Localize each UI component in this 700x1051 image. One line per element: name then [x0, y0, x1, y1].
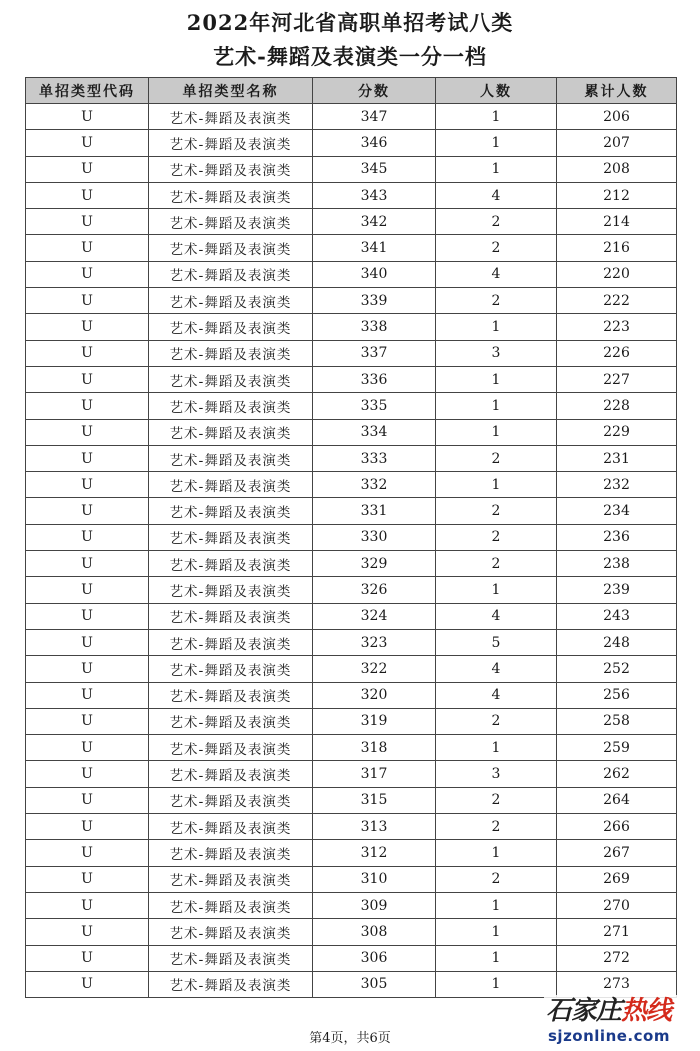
table-row — [26, 551, 677, 577]
cell-count: 1 — [436, 919, 557, 945]
cell-cumulative: 207 — [557, 130, 677, 156]
cell-count: 2 — [436, 498, 557, 524]
cell-score: 306 — [313, 945, 436, 971]
cell-cumulative: 270 — [557, 892, 677, 918]
cell-type-code: U — [26, 261, 149, 287]
cell-count: 2 — [436, 288, 557, 314]
cell-cumulative: 208 — [557, 156, 677, 182]
table-body — [26, 104, 677, 998]
table-row — [26, 156, 677, 182]
cell-score: 317 — [313, 761, 436, 787]
cell-cumulative: 229 — [557, 419, 677, 445]
cell-cumulative: 234 — [557, 498, 677, 524]
table-row — [26, 340, 677, 366]
cell-type-code: U — [26, 340, 149, 366]
cell-type-code: U — [26, 366, 149, 392]
cell-cumulative: 206 — [557, 104, 677, 130]
cell-count: 1 — [436, 945, 557, 971]
cell-type-name: 艺术-舞蹈及表演类 — [149, 314, 313, 340]
cell-type-code: U — [26, 708, 149, 734]
cell-type-code: U — [26, 419, 149, 445]
cell-cumulative: 271 — [557, 919, 677, 945]
cell-score: 347 — [313, 104, 436, 130]
table-row — [26, 708, 677, 734]
cell-type-name: 艺术-舞蹈及表演类 — [149, 156, 313, 182]
cell-type-name: 艺术-舞蹈及表演类 — [149, 919, 313, 945]
score-table — [25, 77, 677, 998]
cell-cumulative: 272 — [557, 945, 677, 971]
cell-score: 333 — [313, 445, 436, 471]
cell-type-code: U — [26, 104, 149, 130]
cell-count: 1 — [436, 130, 557, 156]
cell-cumulative: 226 — [557, 340, 677, 366]
cell-score: 323 — [313, 629, 436, 655]
cell-cumulative: 238 — [557, 551, 677, 577]
cell-score: 342 — [313, 209, 436, 235]
cell-score: 346 — [313, 130, 436, 156]
table-row — [26, 261, 677, 287]
cell-cumulative: 239 — [557, 577, 677, 603]
cell-type-name: 艺术-舞蹈及表演类 — [149, 840, 313, 866]
cell-type-code: U — [26, 288, 149, 314]
cell-type-name: 艺术-舞蹈及表演类 — [149, 708, 313, 734]
cell-type-name: 艺术-舞蹈及表演类 — [149, 445, 313, 471]
cell-count: 1 — [436, 156, 557, 182]
header-type-code: 单招类型代码 — [26, 78, 149, 104]
cell-count: 3 — [436, 761, 557, 787]
cell-type-code: U — [26, 472, 149, 498]
cell-type-name: 艺术-舞蹈及表演类 — [149, 288, 313, 314]
cell-score: 320 — [313, 682, 436, 708]
cell-type-code: U — [26, 840, 149, 866]
cell-type-name: 艺术-舞蹈及表演类 — [149, 182, 313, 208]
cell-count: 2 — [436, 814, 557, 840]
header-cumulative: 累计人数 — [557, 78, 677, 104]
table-row — [26, 892, 677, 918]
cell-type-code: U — [26, 235, 149, 261]
cell-type-name: 艺术-舞蹈及表演类 — [149, 261, 313, 287]
cell-type-code: U — [26, 945, 149, 971]
cell-count: 2 — [436, 445, 557, 471]
cell-cumulative: 231 — [557, 445, 677, 471]
table-row — [26, 682, 677, 708]
cell-type-code: U — [26, 629, 149, 655]
cell-type-name: 艺术-舞蹈及表演类 — [149, 235, 313, 261]
table-row — [26, 472, 677, 498]
cell-type-name: 艺术-舞蹈及表演类 — [149, 761, 313, 787]
watermark-url: sjzonline.com — [548, 1027, 670, 1045]
cell-score: 343 — [313, 182, 436, 208]
cell-score: 338 — [313, 314, 436, 340]
cell-type-name: 艺术-舞蹈及表演类 — [149, 472, 313, 498]
cell-type-code: U — [26, 314, 149, 340]
cell-count: 2 — [436, 524, 557, 550]
cell-count: 1 — [436, 366, 557, 392]
cell-type-code: U — [26, 524, 149, 550]
cell-type-name: 艺术-舞蹈及表演类 — [149, 551, 313, 577]
cell-score: 330 — [313, 524, 436, 550]
cell-type-name: 艺术-舞蹈及表演类 — [149, 366, 313, 392]
cell-score: 335 — [313, 393, 436, 419]
cell-cumulative: 264 — [557, 787, 677, 813]
cell-type-name: 艺术-舞蹈及表演类 — [149, 814, 313, 840]
cell-cumulative: 222 — [557, 288, 677, 314]
cell-cumulative: 248 — [557, 629, 677, 655]
cell-type-code: U — [26, 682, 149, 708]
cell-type-code: U — [26, 787, 149, 813]
table-row — [26, 288, 677, 314]
table-row — [26, 656, 677, 682]
cell-score: 305 — [313, 971, 436, 997]
cell-type-code: U — [26, 393, 149, 419]
cell-type-name: 艺术-舞蹈及表演类 — [149, 971, 313, 997]
cell-cumulative: 269 — [557, 866, 677, 892]
page-title: 2022年河北省高职单招考试八类 — [186, 10, 514, 35]
header-count: 人数 — [436, 78, 557, 104]
cell-cumulative: 228 — [557, 393, 677, 419]
cell-count: 2 — [436, 235, 557, 261]
cell-type-name: 艺术-舞蹈及表演类 — [149, 104, 313, 130]
cell-count: 1 — [436, 735, 557, 761]
cell-count: 4 — [436, 682, 557, 708]
table-row — [26, 524, 677, 550]
cell-type-name: 艺术-舞蹈及表演类 — [149, 629, 313, 655]
cell-type-code: U — [26, 971, 149, 997]
cell-cumulative: 256 — [557, 682, 677, 708]
cell-count: 4 — [436, 182, 557, 208]
cell-count: 1 — [436, 104, 557, 130]
cell-score: 341 — [313, 235, 436, 261]
site-watermark — [544, 995, 694, 1049]
cell-type-code: U — [26, 656, 149, 682]
cell-count: 2 — [436, 787, 557, 813]
cell-count: 4 — [436, 261, 557, 287]
cell-score: 318 — [313, 735, 436, 761]
cell-count: 1 — [436, 971, 557, 997]
header-score: 分数 — [313, 78, 436, 104]
cell-type-code: U — [26, 130, 149, 156]
cell-type-name: 艺术-舞蹈及表演类 — [149, 787, 313, 813]
page-footer: 第4页，共6页 — [309, 1031, 391, 1046]
cell-cumulative: 214 — [557, 209, 677, 235]
table-row — [26, 919, 677, 945]
cell-score: 308 — [313, 919, 436, 945]
cell-count: 3 — [436, 340, 557, 366]
cell-cumulative: 273 — [557, 971, 677, 997]
table-row — [26, 366, 677, 392]
table-row — [26, 787, 677, 813]
cell-cumulative: 220 — [557, 261, 677, 287]
cell-type-code: U — [26, 919, 149, 945]
cell-cumulative: 223 — [557, 314, 677, 340]
table-row — [26, 419, 677, 445]
cell-score: 345 — [313, 156, 436, 182]
cell-type-name: 艺术-舞蹈及表演类 — [149, 340, 313, 366]
cell-count: 1 — [436, 577, 557, 603]
cell-type-name: 艺术-舞蹈及表演类 — [149, 866, 313, 892]
header-type-name: 单招类型名称 — [149, 78, 313, 104]
cell-type-name: 艺术-舞蹈及表演类 — [149, 209, 313, 235]
cell-type-code: U — [26, 761, 149, 787]
table-row — [26, 445, 677, 471]
cell-cumulative: 243 — [557, 603, 677, 629]
table-row — [26, 209, 677, 235]
cell-score: 337 — [313, 340, 436, 366]
cell-score: 319 — [313, 708, 436, 734]
cell-count: 1 — [436, 840, 557, 866]
cell-type-name: 艺术-舞蹈及表演类 — [149, 130, 313, 156]
watermark-logo — [546, 995, 671, 1027]
cell-score: 309 — [313, 892, 436, 918]
cell-type-code: U — [26, 603, 149, 629]
table-row — [26, 866, 677, 892]
cell-type-code: U — [26, 735, 149, 761]
cell-type-name: 艺术-舞蹈及表演类 — [149, 892, 313, 918]
cell-type-name: 艺术-舞蹈及表演类 — [149, 945, 313, 971]
cell-score: 313 — [313, 814, 436, 840]
cell-type-code: U — [26, 892, 149, 918]
cell-score: 326 — [313, 577, 436, 603]
cell-score: 329 — [313, 551, 436, 577]
cell-type-name: 艺术-舞蹈及表演类 — [149, 577, 313, 603]
cell-type-code: U — [26, 445, 149, 471]
cell-type-code: U — [26, 182, 149, 208]
cell-count: 1 — [436, 393, 557, 419]
table-header-row — [26, 78, 677, 104]
table-row — [26, 393, 677, 419]
cell-type-code: U — [26, 551, 149, 577]
cell-cumulative: 227 — [557, 366, 677, 392]
cell-count: 1 — [436, 892, 557, 918]
cell-count: 2 — [436, 209, 557, 235]
table-row — [26, 182, 677, 208]
cell-type-name: 艺术-舞蹈及表演类 — [149, 498, 313, 524]
table-row — [26, 314, 677, 340]
cell-score: 331 — [313, 498, 436, 524]
cell-score: 315 — [313, 787, 436, 813]
cell-count: 2 — [436, 708, 557, 734]
cell-type-name: 艺术-舞蹈及表演类 — [149, 393, 313, 419]
cell-type-code: U — [26, 866, 149, 892]
table-row — [26, 840, 677, 866]
table-row — [26, 945, 677, 971]
cell-score: 322 — [313, 656, 436, 682]
cell-count: 1 — [436, 314, 557, 340]
cell-type-name: 艺术-舞蹈及表演类 — [149, 524, 313, 550]
cell-score: 332 — [313, 472, 436, 498]
table-row — [26, 130, 677, 156]
cell-count: 4 — [436, 603, 557, 629]
table-row — [26, 761, 677, 787]
cell-cumulative: 266 — [557, 814, 677, 840]
cell-score: 336 — [313, 366, 436, 392]
cell-cumulative: 236 — [557, 524, 677, 550]
cell-count: 4 — [436, 656, 557, 682]
cell-count: 5 — [436, 629, 557, 655]
table-row — [26, 104, 677, 130]
cell-cumulative: 216 — [557, 235, 677, 261]
cell-count: 2 — [436, 551, 557, 577]
table-row — [26, 629, 677, 655]
cell-type-code: U — [26, 156, 149, 182]
cell-score: 339 — [313, 288, 436, 314]
table-row — [26, 235, 677, 261]
cell-score: 310 — [313, 866, 436, 892]
table-row — [26, 498, 677, 524]
cell-cumulative: 259 — [557, 735, 677, 761]
cell-type-code: U — [26, 209, 149, 235]
cell-count: 1 — [436, 472, 557, 498]
watermark-logo-part1: 石家庄 — [546, 996, 622, 1026]
cell-type-code: U — [26, 498, 149, 524]
cell-type-code: U — [26, 577, 149, 603]
page-subtitle: 艺术-舞蹈及表演类一分一档 — [213, 44, 487, 69]
cell-type-name: 艺术-舞蹈及表演类 — [149, 682, 313, 708]
cell-cumulative: 252 — [557, 656, 677, 682]
cell-type-name: 艺术-舞蹈及表演类 — [149, 735, 313, 761]
cell-type-code: U — [26, 814, 149, 840]
cell-count: 1 — [436, 419, 557, 445]
cell-cumulative: 232 — [557, 472, 677, 498]
cell-type-name: 艺术-舞蹈及表演类 — [149, 603, 313, 629]
cell-score: 324 — [313, 603, 436, 629]
table-row — [26, 577, 677, 603]
cell-count: 2 — [436, 866, 557, 892]
cell-type-name: 艺术-舞蹈及表演类 — [149, 656, 313, 682]
cell-score: 340 — [313, 261, 436, 287]
cell-type-name: 艺术-舞蹈及表演类 — [149, 419, 313, 445]
cell-score: 312 — [313, 840, 436, 866]
cell-cumulative: 258 — [557, 708, 677, 734]
cell-cumulative: 262 — [557, 761, 677, 787]
table-row — [26, 814, 677, 840]
cell-score: 334 — [313, 419, 436, 445]
watermark-logo-part2: 热线 — [621, 996, 672, 1026]
cell-cumulative: 267 — [557, 840, 677, 866]
table-row — [26, 735, 677, 761]
cell-cumulative: 212 — [557, 182, 677, 208]
table-row — [26, 603, 677, 629]
table-row — [26, 971, 677, 997]
